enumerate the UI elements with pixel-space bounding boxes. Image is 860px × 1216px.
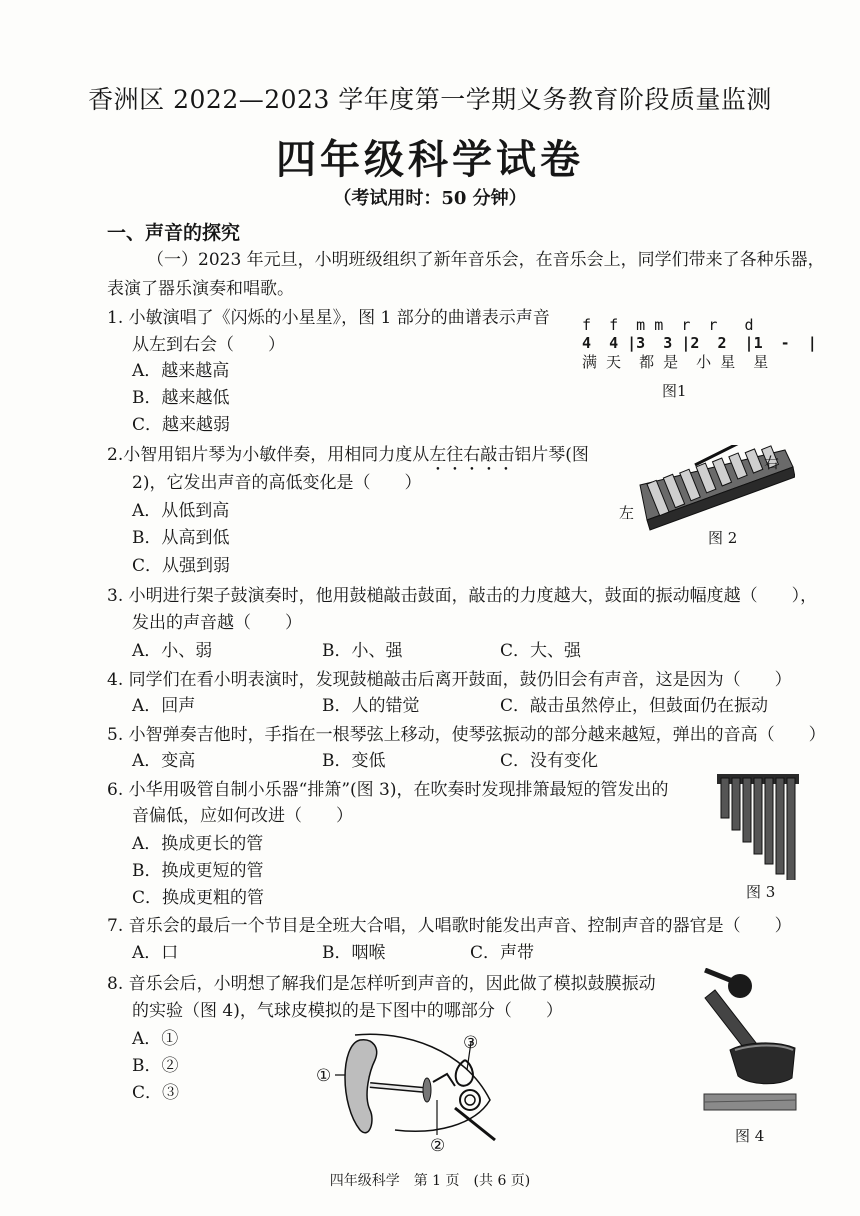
question-3-line1: 3. 小明进行架子鼓演奏时，他用鼓槌敲击鼓面，敲击的力度越大，鼓面的振动幅度越（ ）， [107, 586, 818, 606]
figure1-caption: 图1 [662, 382, 687, 400]
figure1-notes: 4 4 |3 3 |2 2 |1 - | [582, 334, 817, 352]
ear-label-3: ③ [463, 1033, 479, 1053]
question-1-line1: 1. 小敏演唱了《闪烁的小星星》，图 1 部分的曲谱表示声音 [107, 308, 550, 328]
exam-duration: （考试用时：50 分钟） [333, 188, 527, 209]
question-3-option-b[interactable]: B．小、强 [322, 641, 403, 661]
figure2-caption: 图 2 [708, 529, 738, 547]
question-5-option-b[interactable]: B．变低 [322, 751, 386, 771]
question-4-option-a[interactable]: A．回声 [132, 696, 196, 716]
question-6-option-c[interactable]: C．换成更粗的管 [132, 888, 265, 908]
question-1-option-c[interactable]: C．越来越弱 [132, 415, 231, 435]
question-4-option-c[interactable]: C．敲击虽然停止，但鼓面仍在振动 [500, 696, 769, 716]
section-intro-line1: （一）2023 年元旦，小明班级组织了新年音乐会，在音乐会上，同学们带来了各种乐器， [147, 250, 825, 270]
pan-flute-figure [715, 770, 805, 880]
section-intro-line2: 表演了器乐演奏和唱歌。 [107, 279, 294, 299]
question-6-line1: 6. 小华用吸管自制小乐器“排箫”(图 3)，在吹奏时发现排箫最短的管发出的 [107, 780, 669, 800]
page-title: 四年级科学试卷 [276, 136, 584, 183]
ear-diagram [315, 1030, 515, 1155]
figure1-solfege: f f m m r r d [582, 316, 754, 334]
ear-label-2: ② [430, 1136, 446, 1156]
question-1-option-b[interactable]: B．越来越低 [132, 388, 230, 408]
figure1-lyrics: 满 天 都 是 小 星 星 [582, 353, 769, 371]
question-2-line1-post: 铝片琴(图 [514, 445, 589, 465]
figure3-caption: 图 3 [746, 883, 776, 901]
question-3-line2: 发出的声音越（ ） [132, 613, 302, 633]
question-6-option-b[interactable]: B．换成更短的管 [132, 861, 264, 881]
question-5-option-a[interactable]: A．变高 [132, 751, 196, 771]
question-2-line1-pre: 2.小智用铝片琴为小敏伴奏，用相同力度从 [107, 445, 430, 465]
question-3-option-a[interactable]: A．小、弱 [132, 641, 213, 661]
question-7-option-a[interactable]: A．口 [132, 943, 179, 963]
figure4-caption: 图 4 [735, 1127, 765, 1145]
question-6-line2: 音偏低，应如何改进（ ） [132, 806, 353, 826]
figure2-right-label: 右 [764, 454, 780, 472]
question-1-option-a[interactable]: A．越来越高 [132, 361, 230, 381]
question-8-option-a[interactable]: A．① [132, 1029, 179, 1049]
question-1-line2: 从左到右会（ ） [132, 335, 285, 355]
figure2-left-label: 左 [619, 504, 635, 522]
question-7-line1: 7. 音乐会的最后一个节目是全班大合唱，人唱歌时能发出声音、控制声音的器官是（ ） [107, 916, 792, 936]
question-8-option-c[interactable]: C．③ [132, 1083, 180, 1103]
question-2-option-b[interactable]: B．从高到低 [132, 528, 230, 548]
question-4-option-b[interactable]: B．人的错觉 [322, 696, 420, 716]
question-3-option-c[interactable]: C．大、强 [500, 641, 582, 661]
question-7-option-c[interactable]: C．声带 [470, 943, 535, 963]
question-4-line1: 4. 同学们在看小明表演时，发现鼓槌敲击后离开鼓面，鼓仍旧会有声音，这是因为（ ） [107, 670, 792, 690]
section-heading: 一、声音的探究 [107, 222, 241, 244]
question-5-line1: 5. 小智弹奏吉他时，手指在一根琴弦上移动，使琴弦振动的部分越来越短，弹出的音高（ ） [107, 725, 826, 745]
ear-label-1: ① [316, 1066, 332, 1086]
exam-region-line: 香洲区 2022—2023 学年度第一学期义务教育阶段质量监测 [88, 85, 772, 114]
question-2-emphasis: 左往右敲击 [429, 445, 515, 465]
question-2-line2: 2)，它发出声音的高低变化是（ ） [132, 473, 422, 493]
question-2-option-c[interactable]: C．从强到弱 [132, 556, 231, 576]
question-7-option-b[interactable]: B．咽喉 [322, 943, 386, 963]
question-8-line2: 的实验（图 4)，气球皮模拟的是下图中的哪部分（ ） [132, 1001, 563, 1021]
eardrum-experiment-figure [700, 968, 805, 1128]
question-8-line1: 8. 音乐会后，小明想了解我们是怎样听到声音的，因此做了模拟鼓膜振动 [107, 974, 656, 994]
question-2-option-a[interactable]: A．从低到高 [132, 501, 230, 521]
question-5-option-c[interactable]: C．没有变化 [500, 751, 599, 771]
question-6-option-a[interactable]: A．换成更长的管 [132, 834, 264, 854]
page-footer: 四年级科学 第 1 页 (共 6 页) [329, 1173, 531, 1189]
question-8-option-b[interactable]: B．② [132, 1056, 179, 1076]
